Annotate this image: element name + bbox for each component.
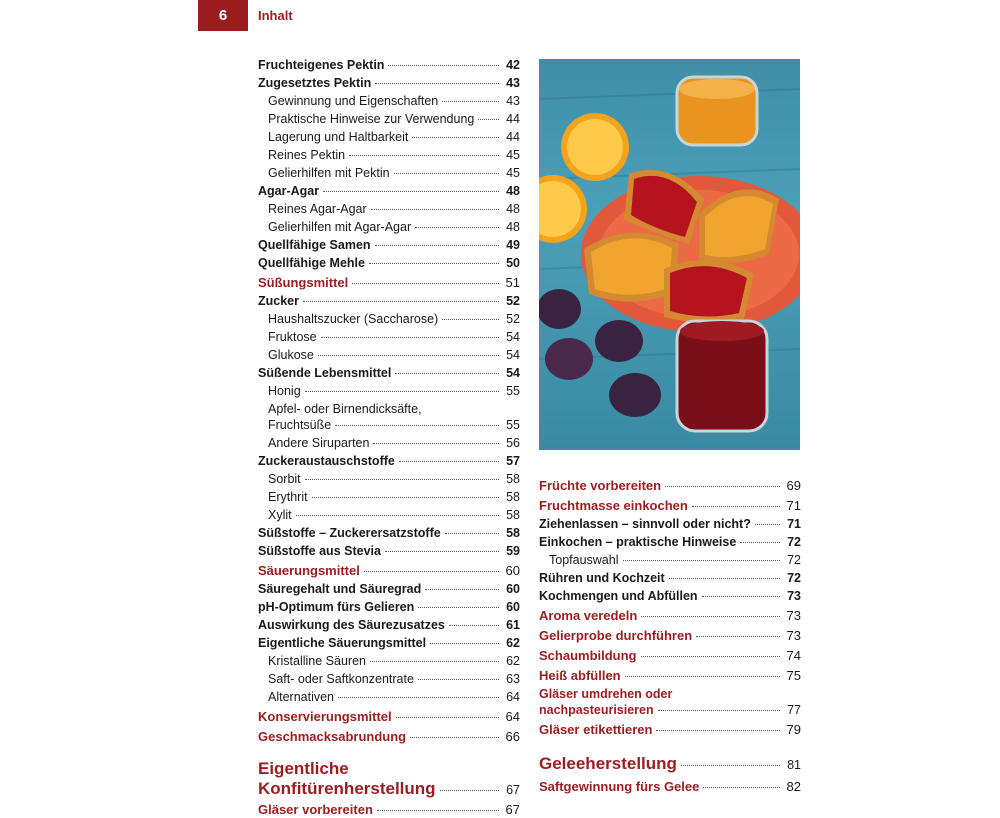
toc-page-number: 55 bbox=[506, 384, 520, 398]
toc-entry[interactable] bbox=[258, 689, 520, 705]
leader-dots bbox=[335, 425, 499, 426]
leader-dots bbox=[412, 137, 499, 138]
toc-entry-title: Süßstoffe aus Stevia bbox=[258, 544, 381, 558]
toc-page-number: 69 bbox=[786, 478, 801, 493]
leader-dots bbox=[656, 730, 780, 731]
toc-entry[interactable] bbox=[539, 552, 801, 568]
toc-right-column bbox=[539, 474, 801, 795]
toc-chapter-heading[interactable] bbox=[258, 759, 520, 800]
toc-page-number: 55 bbox=[506, 418, 520, 432]
leader-dots bbox=[338, 697, 499, 698]
leader-dots bbox=[692, 506, 780, 507]
leader-dots bbox=[388, 65, 499, 66]
toc-entry-title: Fruktose bbox=[268, 330, 317, 344]
leader-dots bbox=[394, 173, 499, 174]
toc-chapter-heading[interactable] bbox=[539, 754, 801, 775]
toc-entry[interactable] bbox=[258, 347, 520, 363]
toc-entry-title: Süßungsmittel bbox=[258, 275, 349, 290]
leader-dots bbox=[478, 119, 499, 120]
toc-entry[interactable] bbox=[258, 471, 520, 487]
toc-page-number: 64 bbox=[506, 690, 520, 704]
toc-entry-title: Topfauswahl bbox=[549, 553, 619, 567]
leader-dots bbox=[396, 717, 499, 718]
toc-entry[interactable] bbox=[539, 722, 801, 738]
toc-entry[interactable] bbox=[258, 165, 520, 181]
toc-entry-title: Xylit bbox=[268, 508, 292, 522]
leader-dots bbox=[321, 337, 499, 338]
toc-entry-title: Honig bbox=[268, 384, 301, 398]
leader-dots bbox=[696, 636, 780, 637]
toc-entry-title: Kochmengen und Abfüllen bbox=[539, 589, 698, 603]
leader-dots bbox=[669, 578, 780, 579]
leader-dots bbox=[418, 607, 499, 608]
toc-entry-title: Süßstoffe – Zuckerersatzstoffe bbox=[258, 526, 441, 540]
leader-dots bbox=[410, 737, 499, 738]
chapter-title-line2: Konfitürenherstellung bbox=[258, 779, 436, 798]
toc-entry[interactable] bbox=[539, 534, 801, 550]
toc-page-number: 72 bbox=[787, 553, 801, 567]
chapter-title-line1: Eigentliche bbox=[258, 759, 349, 778]
toc-entry[interactable] bbox=[539, 628, 801, 644]
leader-dots bbox=[658, 710, 780, 711]
toc-page-number: 57 bbox=[506, 454, 520, 468]
toc-entry[interactable] bbox=[258, 507, 520, 523]
toc-page-number: 73 bbox=[786, 608, 801, 623]
leader-dots bbox=[371, 209, 499, 210]
leader-dots bbox=[352, 283, 499, 284]
leader-dots bbox=[323, 191, 499, 192]
toc-entry-title: Gläser etikettieren bbox=[539, 722, 653, 737]
leader-dots bbox=[312, 497, 499, 498]
toc-entry[interactable] bbox=[258, 147, 520, 163]
chapter-title: Geleeherstellung bbox=[539, 754, 677, 773]
toc-entry-title: Schaumbildung bbox=[539, 648, 637, 663]
toc-page-number: 50 bbox=[506, 256, 520, 270]
toc-entry[interactable] bbox=[258, 129, 520, 145]
toc-entry[interactable] bbox=[258, 275, 520, 291]
toc-entry-title: Einkochen – praktische Hinweise bbox=[539, 535, 737, 549]
leader-dots bbox=[415, 227, 499, 228]
toc-entry-title-cont: nachpasteurisieren bbox=[539, 703, 654, 717]
toc-entry[interactable] bbox=[258, 525, 520, 541]
toc-entry-title: Früchte vorbereiten bbox=[539, 478, 662, 493]
photo-illustration bbox=[539, 59, 800, 450]
toc-page-number: 66 bbox=[505, 729, 520, 744]
toc-page-number: 62 bbox=[506, 654, 520, 668]
toc-entry[interactable] bbox=[539, 516, 801, 532]
toc-entry-title: Praktische Hinweise zur Verwendung bbox=[268, 112, 475, 126]
leader-dots bbox=[318, 355, 499, 356]
leader-dots bbox=[681, 765, 780, 766]
leader-dots bbox=[445, 533, 499, 534]
toc-entry-title: Lagerung und Haltbarkeit bbox=[268, 130, 409, 144]
toc-entry[interactable] bbox=[539, 588, 801, 604]
toc-entry-title: Fruchteigenes Pektin bbox=[258, 58, 385, 72]
toc-page-number: 64 bbox=[505, 709, 520, 724]
toc-entry[interactable] bbox=[258, 709, 520, 725]
leader-dots bbox=[430, 643, 499, 644]
toc-page-number: 43 bbox=[506, 76, 520, 90]
toc-page-number: 43 bbox=[506, 94, 520, 108]
toc-entry[interactable] bbox=[258, 401, 520, 433]
toc-entry-title: Gewinnung und Eigenschaften bbox=[268, 94, 439, 108]
toc-entry[interactable] bbox=[258, 57, 520, 73]
toc-entry-title: Zucker bbox=[258, 294, 299, 308]
toc-entry-title: Geschmacksabrundung bbox=[258, 729, 407, 744]
jam-breakfast-photo bbox=[539, 59, 800, 450]
leader-dots bbox=[442, 101, 499, 102]
leader-dots bbox=[702, 596, 780, 597]
toc-entry[interactable] bbox=[258, 563, 520, 579]
toc-page-number: 45 bbox=[506, 166, 520, 180]
leader-dots bbox=[641, 616, 780, 617]
toc-page-number: 67 bbox=[506, 783, 520, 797]
toc-page-number: 74 bbox=[786, 648, 801, 663]
toc-entry[interactable] bbox=[258, 201, 520, 217]
toc-left-list bbox=[258, 57, 520, 745]
toc-entry-title: Alternativen bbox=[268, 690, 335, 704]
toc-page-number: 72 bbox=[787, 535, 801, 549]
leader-dots bbox=[385, 551, 499, 552]
toc-entry[interactable] bbox=[258, 671, 520, 687]
toc-entry-title: Andere Siruparten bbox=[268, 436, 370, 450]
toc-entry-title: Heiß abfüllen bbox=[539, 668, 621, 683]
leader-dots bbox=[369, 263, 499, 264]
toc-entry-title: Gläser vorbereiten bbox=[258, 802, 373, 817]
leader-dots bbox=[755, 524, 780, 525]
toc-entry[interactable] bbox=[258, 543, 520, 559]
toc-entry[interactable] bbox=[258, 581, 520, 597]
toc-entry[interactable] bbox=[258, 111, 520, 127]
leader-dots bbox=[373, 443, 499, 444]
page-number-badge bbox=[198, 0, 248, 31]
leader-dots bbox=[370, 661, 499, 662]
toc-page-number: 63 bbox=[506, 672, 520, 686]
leader-dots bbox=[625, 676, 780, 677]
toc-entry[interactable] bbox=[258, 802, 520, 818]
toc-entry-title: Saftgewinnung fürs Gelee bbox=[539, 779, 700, 794]
toc-entry[interactable] bbox=[258, 617, 520, 633]
toc-entry[interactable] bbox=[539, 779, 801, 795]
toc-entry[interactable] bbox=[258, 293, 520, 309]
toc-entry-title: Sorbit bbox=[268, 472, 301, 486]
leader-dots bbox=[296, 515, 499, 516]
toc-entry[interactable] bbox=[258, 329, 520, 345]
toc-page-number: 52 bbox=[506, 294, 520, 308]
toc-page-number: 58 bbox=[506, 508, 520, 522]
toc-entry-title: Saft- oder Saftkonzentrate bbox=[268, 672, 414, 686]
toc-entry-title: Auswirkung des Säurezusatzes bbox=[258, 618, 445, 632]
toc-entry-title: Gelierhilfen mit Agar-Agar bbox=[268, 220, 412, 234]
toc-entry[interactable] bbox=[539, 608, 801, 624]
toc-page-number: 54 bbox=[506, 330, 520, 344]
toc-right-list bbox=[539, 478, 801, 738]
toc-entry[interactable] bbox=[258, 435, 520, 451]
leader-dots bbox=[305, 479, 499, 480]
leader-dots bbox=[442, 319, 499, 320]
toc-entry[interactable] bbox=[258, 255, 520, 271]
leader-dots bbox=[740, 542, 780, 543]
toc-entry-title: Quellfähige Samen bbox=[258, 238, 371, 252]
leader-dots bbox=[425, 589, 499, 590]
toc-entry-title: Rühren und Kochzeit bbox=[539, 571, 665, 585]
toc-entry[interactable] bbox=[258, 311, 520, 327]
toc-page-number: 56 bbox=[506, 436, 520, 450]
toc-page-number: 71 bbox=[787, 517, 801, 531]
toc-entry-title: Reines Agar-Agar bbox=[268, 202, 367, 216]
toc-entry-title: Glukose bbox=[268, 348, 314, 362]
leader-dots bbox=[375, 83, 499, 84]
toc-entry[interactable] bbox=[539, 648, 801, 664]
toc-entry[interactable] bbox=[258, 237, 520, 253]
toc-entry[interactable] bbox=[258, 599, 520, 615]
toc-page-number: 73 bbox=[786, 628, 801, 643]
leader-dots bbox=[449, 625, 499, 626]
leader-dots bbox=[349, 155, 499, 156]
toc-page-number: 82 bbox=[786, 779, 801, 794]
toc-entry-title: Zugesetztes Pektin bbox=[258, 76, 372, 90]
leader-dots bbox=[303, 301, 499, 302]
leader-dots bbox=[399, 461, 499, 462]
toc-page-number: 58 bbox=[506, 526, 520, 540]
toc-page-number: 72 bbox=[787, 571, 801, 585]
toc-page-number: 75 bbox=[786, 668, 801, 683]
toc-page-number: 42 bbox=[506, 58, 520, 72]
toc-entry-title: Haushaltszucker (Saccharose) bbox=[268, 312, 439, 326]
toc-entry-title: Süßende Lebensmittel bbox=[258, 366, 392, 380]
leader-dots bbox=[703, 787, 780, 788]
toc-entry-title: Säuerungsmittel bbox=[258, 563, 360, 578]
toc-entry-title: Eigentliche Säuerungsmittel bbox=[258, 636, 427, 650]
toc-page-number: 58 bbox=[506, 490, 520, 504]
toc-entry-title: Ziehenlassen – sinnvoll oder nicht? bbox=[539, 517, 751, 531]
toc-entry[interactable] bbox=[258, 653, 520, 669]
page-number: 6 bbox=[218, 7, 228, 24]
toc-entry[interactable] bbox=[258, 93, 520, 109]
toc-entry-title: Reines Pektin bbox=[268, 148, 346, 162]
leader-dots bbox=[395, 373, 499, 374]
leader-dots bbox=[623, 560, 781, 561]
toc-entry[interactable] bbox=[539, 686, 801, 718]
toc-entry[interactable] bbox=[258, 635, 520, 651]
toc-entry-title: Quellfähige Mehle bbox=[258, 256, 365, 270]
toc-page-number: 58 bbox=[506, 472, 520, 486]
toc-entry-title: Aroma veredeln bbox=[539, 608, 638, 623]
toc-page-number: 48 bbox=[506, 184, 520, 198]
toc-page-number: 67 bbox=[505, 802, 520, 817]
toc-entry-title: Fruchtmasse einkochen bbox=[539, 498, 688, 513]
toc-page-number: 44 bbox=[506, 130, 520, 144]
toc-entry[interactable] bbox=[258, 75, 520, 91]
toc-left-column bbox=[258, 55, 520, 818]
toc-entry[interactable] bbox=[258, 453, 520, 469]
toc-entry-title: Konservierungsmittel bbox=[258, 709, 392, 724]
toc-page-number: 48 bbox=[506, 202, 520, 216]
toc-entry[interactable] bbox=[258, 729, 520, 745]
toc-page-number: 59 bbox=[506, 544, 520, 558]
leader-dots bbox=[364, 571, 499, 572]
toc-entry-title: Apfel- oder Birnendicksäfte, bbox=[268, 402, 422, 416]
toc-entry[interactable] bbox=[258, 489, 520, 505]
toc-entry-title: Gelierhilfen mit Pektin bbox=[268, 166, 390, 180]
leader-dots bbox=[665, 486, 780, 487]
toc-entry[interactable] bbox=[258, 383, 520, 399]
toc-page-number: 51 bbox=[505, 275, 520, 290]
toc-page-number: 60 bbox=[505, 563, 520, 578]
leader-dots bbox=[440, 790, 499, 791]
toc-entry[interactable] bbox=[539, 498, 801, 514]
toc-entry-title-cont: Fruchtsüße bbox=[268, 418, 332, 432]
toc-entry[interactable] bbox=[258, 183, 520, 199]
page-header-title: Inhalt bbox=[258, 8, 293, 23]
toc-entry-title: pH-Optimum fürs Gelieren bbox=[258, 600, 415, 614]
toc-page-number: 49 bbox=[506, 238, 520, 252]
toc-page-number: 77 bbox=[787, 703, 801, 717]
toc-entry[interactable] bbox=[258, 365, 520, 381]
toc-page-number: 62 bbox=[506, 636, 520, 650]
leader-dots bbox=[305, 391, 499, 392]
leader-dots bbox=[377, 810, 499, 811]
toc-entry[interactable] bbox=[539, 668, 801, 684]
toc-entry[interactable] bbox=[258, 219, 520, 235]
toc-entry-title: Säuregehalt und Säuregrad bbox=[258, 582, 422, 596]
toc-page-number: 81 bbox=[787, 758, 801, 772]
toc-entry-title: Agar-Agar bbox=[258, 184, 320, 198]
toc-page-number: 54 bbox=[506, 366, 520, 380]
toc-page-number: 44 bbox=[506, 112, 520, 126]
toc-entry-title: Kristalline Säuren bbox=[268, 654, 366, 668]
toc-page-number: 73 bbox=[787, 589, 801, 603]
toc-page-number: 52 bbox=[506, 312, 520, 326]
toc-page-number: 60 bbox=[506, 582, 520, 596]
toc-page-number: 71 bbox=[786, 498, 801, 513]
toc-page-number: 45 bbox=[506, 148, 520, 162]
toc-entry-title: Gläser umdrehen oder bbox=[539, 687, 673, 701]
toc-page-number: 48 bbox=[506, 220, 520, 234]
toc-page-number: 61 bbox=[506, 618, 520, 632]
toc-entry-title: Gelierprobe durchführen bbox=[539, 628, 693, 643]
toc-page-number: 79 bbox=[786, 722, 801, 737]
toc-page-number: 54 bbox=[506, 348, 520, 362]
toc-page-number: 60 bbox=[506, 600, 520, 614]
toc-entry-title: Zuckeraustauschstoffe bbox=[258, 454, 395, 468]
leader-dots bbox=[641, 656, 781, 657]
leader-dots bbox=[375, 245, 499, 246]
toc-entry-title: Erythrit bbox=[268, 490, 308, 504]
toc-entry[interactable] bbox=[539, 478, 801, 494]
toc-entry[interactable] bbox=[539, 570, 801, 586]
leader-dots bbox=[418, 679, 499, 680]
